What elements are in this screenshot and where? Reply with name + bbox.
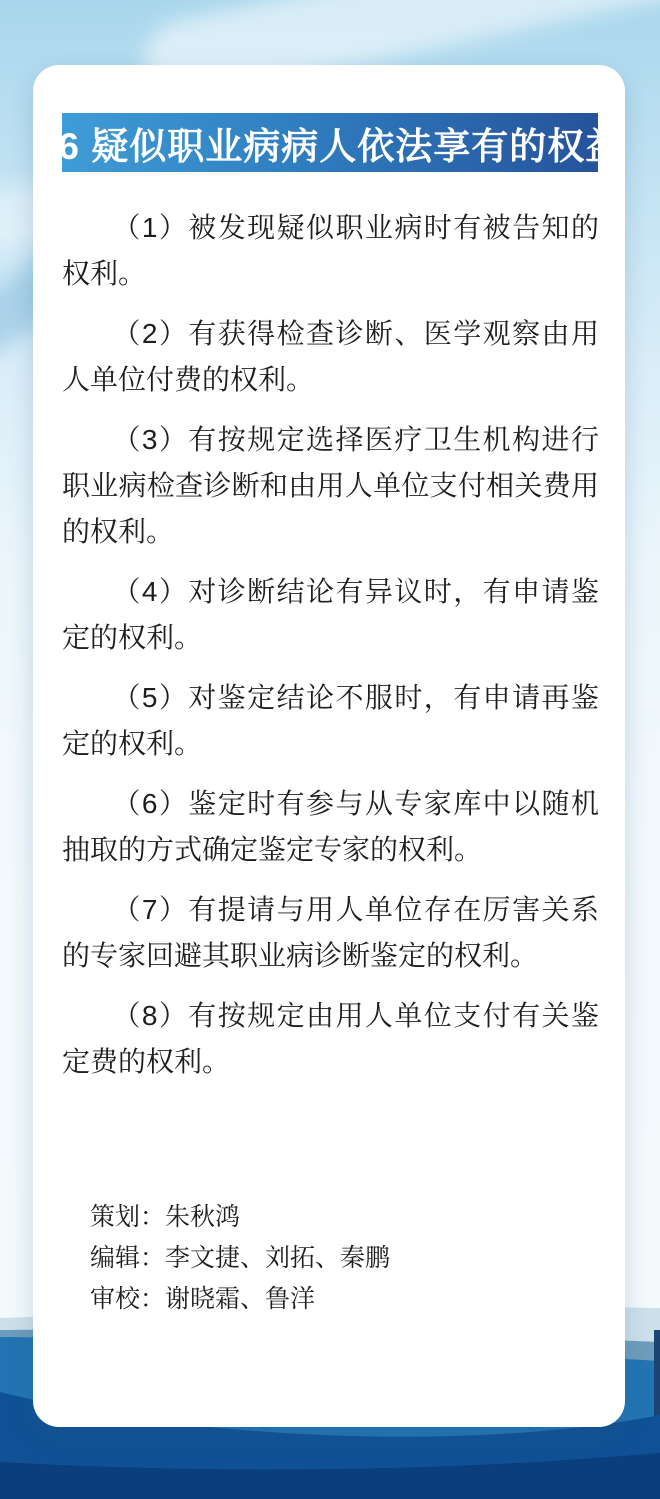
section-title: 06 疑似职业病病人依法享有的权益 [36,125,624,167]
rights-item-3: （3）有按规定选择医疗卫生机构进行职业病检查诊断和由用人单位支付相关费用的权利。 [62,424,599,547]
rights-item-5: （5）对鉴定结论不服时，有申请再鉴定的权利。 [62,682,599,759]
credit-proofreaders: 审校：谢晓霜、鲁洋 [90,1285,316,1313]
credit-editors: 编辑：李文捷、刘拓、秦鹏 [90,1244,391,1272]
rights-list [62,205,599,1085]
credits-block [90,1197,599,1320]
rights-item-2: （2）有获得检查诊断、医学观察由用人单位付费的权利。 [62,318,599,395]
rights-item-7: （7）有提请与用人单位存在厉害关系的专家回避其职业病诊断鉴定的权利。 [62,894,599,971]
credit-planner: 策划：朱秋鸿 [90,1203,241,1231]
rights-item-6: （6）鉴定时有参与从专家库中以随机抽取的方式确定鉴定专家的权利。 [62,788,599,865]
rights-item-1: （1）被发现疑似职业病时有被告知的权利。 [62,212,599,289]
rights-item-4: （4）对诊断结论有异议时，有申请鉴定的权利。 [62,576,599,653]
section-title-banner [36,113,624,172]
rights-item-8: （8）有按规定由用人单位支付有关鉴定费的权利。 [62,1000,599,1077]
content-card [33,65,625,1427]
